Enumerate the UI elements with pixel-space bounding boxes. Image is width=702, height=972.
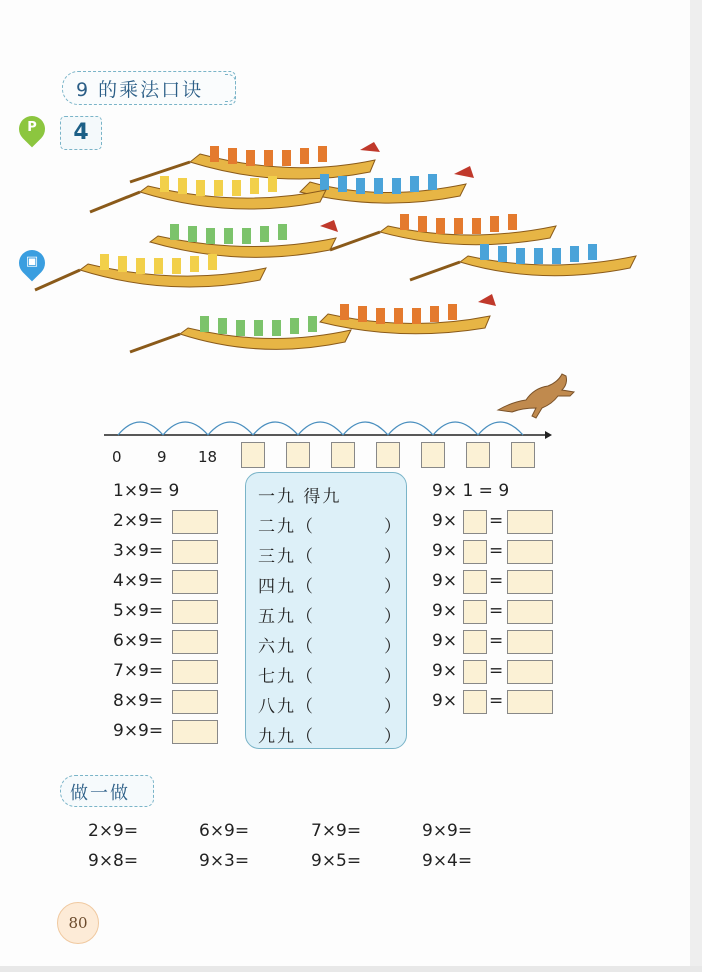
factor-answer-box[interactable] — [463, 600, 487, 624]
page-bottom-shade — [0, 966, 702, 972]
multiplication-row: 4×9= — [113, 571, 164, 591]
multiplication-row: 5×9= — [113, 601, 164, 621]
product-answer-box[interactable] — [507, 660, 553, 684]
practice-heading: 做一做 — [70, 783, 130, 804]
page-edge-shade — [690, 0, 702, 972]
rhyme-line: 六九（ — [258, 637, 315, 657]
practice-exercise: 2×9= — [88, 821, 139, 841]
factor-answer-box[interactable] — [463, 540, 487, 564]
tick-label-9: 9 — [157, 448, 167, 466]
reverse-row-prefix: 9× — [432, 631, 458, 651]
rhyme-line-first: 一九 得九 — [258, 487, 342, 507]
rhyme-close-paren: ） — [384, 607, 401, 627]
product-answer-box[interactable] — [172, 540, 218, 564]
example-number: 4 — [60, 116, 102, 150]
practice-exercise: 6×9= — [199, 821, 250, 841]
reverse-row-prefix: 9× — [432, 661, 458, 681]
multiplication-row: 9×9= — [113, 721, 164, 741]
product-answer-box[interactable] — [172, 510, 218, 534]
number-line-answer-box[interactable] — [241, 442, 265, 468]
hop-arcs — [118, 422, 523, 435]
multiplication-row: 2×9= — [113, 511, 164, 531]
factor-answer-box[interactable] — [463, 660, 487, 684]
reverse-row-prefix: 9× — [432, 601, 458, 621]
kangaroo-icon — [492, 370, 576, 420]
practice-exercise: 9×3= — [199, 851, 250, 871]
page-number: 80 — [57, 902, 99, 944]
reverse-row-equals: = — [489, 601, 504, 621]
number-line-answer-box[interactable] — [511, 442, 535, 468]
reverse-row-equals: = — [489, 661, 504, 681]
reverse-row-prefix: 9× — [432, 691, 458, 711]
number-line-answer-box[interactable] — [376, 442, 400, 468]
title-tab-notch — [225, 74, 236, 102]
reverse-row-equals: = — [489, 511, 504, 531]
rhyme-line: 九九（ — [258, 727, 315, 747]
number-line-answer-box[interactable] — [331, 442, 355, 468]
number-line-answer-box[interactable] — [421, 442, 445, 468]
tick-label-18: 18 — [198, 448, 218, 466]
product-answer-box[interactable] — [507, 540, 553, 564]
reverse-row-prefix: 9× — [432, 571, 458, 591]
practice-exercise: 9×8= — [88, 851, 139, 871]
number-line-answer-box[interactable] — [286, 442, 310, 468]
lesson-title: 9 的乘法口诀 — [76, 79, 204, 101]
product-answer-box[interactable] — [172, 630, 218, 654]
rhyme-line: 四九（ — [258, 577, 315, 597]
tick-label-0: 0 — [112, 448, 122, 466]
reverse-row-prefix: 9× — [432, 541, 458, 561]
product-answer-box[interactable] — [172, 570, 218, 594]
dragon-boat-6 — [35, 254, 266, 290]
number-line — [100, 405, 560, 445]
reverse-row-prefix: 9× — [432, 511, 458, 531]
product-answer-box[interactable] — [507, 570, 553, 594]
product-answer-box[interactable] — [172, 690, 218, 714]
rhyme-line: 二九（ — [258, 517, 315, 537]
rhyme-close-paren: ） — [384, 727, 401, 747]
product-answer-box[interactable] — [172, 660, 218, 684]
rhyme-line: 八九（ — [258, 697, 315, 717]
product-answer-box[interactable] — [172, 720, 218, 744]
rhyme-close-paren: ） — [384, 637, 401, 657]
rhyme-line: 三九（ — [258, 547, 315, 567]
dragon-boat-3 — [90, 176, 326, 212]
multiplication-row: 6×9= — [113, 631, 164, 651]
multiplication-row-first: 1×9= 9 — [113, 481, 180, 501]
factor-answer-box[interactable] — [463, 690, 487, 714]
multiplication-row: 8×9= — [113, 691, 164, 711]
reverse-row-equals: = — [489, 691, 504, 711]
number-line-answer-box[interactable] — [466, 442, 490, 468]
dragon-boat-7 — [410, 244, 636, 280]
dragon-boat-8 — [320, 294, 496, 334]
rhyme-close-paren: ） — [384, 697, 401, 717]
reverse-row-first: 9× 1 = 9 — [432, 481, 510, 501]
multiplication-row: 3×9= — [113, 541, 164, 561]
product-answer-box[interactable] — [507, 600, 553, 624]
rhyme-line: 五九（ — [258, 607, 315, 627]
practice-pin-glyph: P — [27, 120, 37, 135]
product-answer-box[interactable] — [172, 600, 218, 624]
factor-answer-box[interactable] — [463, 570, 487, 594]
rhyme-line: 七九（ — [258, 667, 315, 687]
dragon-boats-illustration — [30, 140, 650, 370]
factor-answer-box[interactable] — [463, 510, 487, 534]
rhyme-close-paren: ） — [384, 517, 401, 537]
practice-exercise: 9×5= — [311, 851, 362, 871]
practice-exercise: 9×9= — [422, 821, 473, 841]
multiplication-row: 7×9= — [113, 661, 164, 681]
reverse-row-equals: = — [489, 541, 504, 561]
practice-exercise: 9×4= — [422, 851, 473, 871]
factor-answer-box[interactable] — [463, 630, 487, 654]
dragon-boat-4 — [150, 220, 338, 257]
dragon-boat-9 — [130, 316, 351, 352]
rhyme-close-paren: ） — [384, 577, 401, 597]
product-answer-box[interactable] — [507, 630, 553, 654]
practice-exercise: 7×9= — [311, 821, 362, 841]
rhyme-close-paren: ） — [384, 547, 401, 567]
rhyme-close-paren: ） — [384, 667, 401, 687]
product-answer-box[interactable] — [507, 690, 553, 714]
dragon-boat-5 — [330, 214, 556, 250]
video-pin-glyph: ▣ — [25, 254, 39, 269]
reverse-row-equals: = — [489, 631, 504, 651]
reverse-row-equals: = — [489, 571, 504, 591]
product-answer-box[interactable] — [507, 510, 553, 534]
